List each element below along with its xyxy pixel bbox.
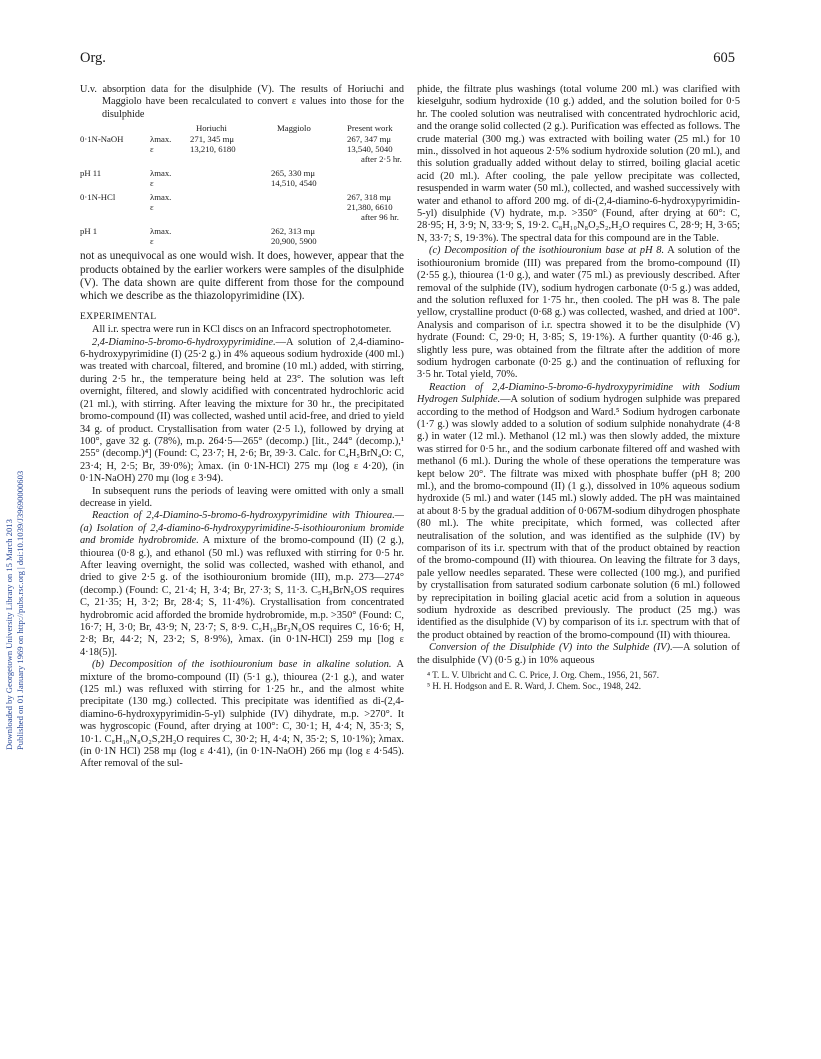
reaction-title: Reaction of 2,4-Diamino-5-bromo-6-hydroxypyrimidine with Sodium Hydrogen Sulphide. (417, 381, 740, 406)
col-header: Present work (347, 123, 393, 134)
table-cell: 13,210, 6180 (190, 144, 236, 155)
paragraph-body: —A solution of sodium hydrogen sulphide was prepared according to the method of Hodgson and Ward.⁵ Sodium hydrogen carbonate (1·7 g.) was slowly added to a solution of sodium sulphide nonahydrate (4·8 g.) in water (12 ml.). Methanol (12 ml.) was then slowly added, the mixture was stirred for 0·5 hr., and the sodium carbonate filtered off and washed with methanol (6 ml.). During the whole of these operations the temperature was kept below 20°. The filtrate was mixed with phosphate buffer (pH 8; 200 ml.), and the bromo-compound (II) (1 g.), dissolved in 10% aqueous sodium hydroxide (5 ml.) and water (145 ml.) slowly added. The pH was maintained at about 8·5 by the gradual addition of 0·067M-sodium dihydrogen phosphate (80 ml.). The white precipitate, which formed, was collected after neutralisation of the solution, and was identified as the sulphide (IV) by comparison of its i.r. spectrum with that of the product obtained by reaction of the bromo-compound (II) with thiourea. On leaving the filtrate for 3 days, pale yellow needles separated. These were collected (100 mg.), and purified by crystallisation from saturated sodium carbonate solution (6 ml.) followed by reprecipitation in boiling glacial acetic acid from a solution in aqueous sodium hydroxide as described previously. The product (25 mg.) was identified as the disulphide (V) by comparison of its i.r. spectrum with that of the product obtained by reaction of the bromo-compound (II) with thiourea. (417, 394, 740, 641)
table-cell: 0·1N-HCl (80, 192, 116, 203)
table-cell (80, 236, 150, 246)
table-row (80, 236, 404, 246)
paragraph-body: A mixture of the bromo-compound (II) (2 g.), thiourea (0·8 g.), and ethanol (50 ml.) was refluxed with stirring for 0·5 hr. After leaving overnight, the solid was collected, washed with ethanol, and dried to give 2·5 g. of the isothiouronium bromide (III), m.p. 273—274° (decomp.) (Found: C, 21·4; H, 3·4; Br, 27·3; S, 11·3. C₅H₉BrN₅OS requires C, 21·35; H, 3·2; Br, 28·4; S, 11·4%). Crystallisation from concentrated hydrobromic acid afforded the bromide hydrobromide, m.p. >350° (Found: C, 16·7; H, 3·0; Br, 43·9; N, 23·7; S, 8·9. C₅H₁₀Br₂N₆OS requires C, 16·6; H, 2·8; Br, 44·2; N, 23·2; S, 8·9%), λmax. (in 0·1N-HCl) 259 mμ [log ε 4·18(5)]. (80, 535, 404, 658)
table-cell (80, 144, 150, 154)
table-cell (347, 226, 404, 236)
subsection-title: (c) Decomposition of the isothiouronium base at pH 8. (429, 245, 665, 257)
table-cell (80, 212, 150, 222)
table-cell: 271, 345 mμ (190, 134, 234, 145)
table-cell (190, 154, 271, 164)
table-cell: 267, 318 mμ (347, 192, 391, 203)
table-cell (80, 202, 150, 212)
col-header: Horiuchi (196, 123, 227, 134)
download-notice: Downloaded by Georgetown University Library on 15 March 2013 (4, 519, 14, 750)
table-cell: 0·1N-NaOH (80, 134, 124, 145)
table-cell: ε (150, 178, 154, 189)
table-row (80, 134, 404, 144)
table-cell: 20,900, 5900 (271, 236, 317, 247)
table-cell (347, 178, 404, 188)
table-cell: ε (150, 236, 154, 247)
download-watermark (0, 230, 24, 750)
paragraph (417, 382, 740, 643)
table-cell: λmax. (150, 134, 172, 145)
table-cell (190, 202, 271, 212)
table-cell: 14,510, 4540 (271, 178, 317, 189)
table-caption: U.v. absorption data for the disulphide (V). The results of Horiuchi and Maggiolo have been recalculated to convert ε values into those for the disulphide (80, 84, 404, 120)
reference-item: ⁵ H. H. Hodgson and E. R. Ward, J. Chem. Soc., 1948, 242. (427, 681, 641, 692)
paragraph (80, 659, 404, 771)
reaction-title: Conversion of the Disulphide (V) into the Sulphide (IV). (429, 642, 673, 654)
table-cell: pH 1 (80, 226, 98, 237)
table-header-row (80, 123, 404, 134)
table-cell (271, 202, 347, 212)
table-cell (150, 154, 190, 164)
running-head-journal: Org. (80, 50, 106, 66)
table-cell: λmax. (150, 226, 172, 237)
table-cell: after 96 hr. (361, 212, 399, 223)
reaction-title: Reaction of 2,4-Diamino-5-bromo-6-hydroxypyrimidine with Thiourea. (92, 510, 395, 522)
paragraph: All i.r. spectra were run in KCl discs on an Infracord spectrophotometer. (92, 324, 392, 336)
table-row (80, 226, 404, 236)
paragraph-body: —A solution of 2,4-diamino-6-hydroxypyrimidine (I) (25·2 g.) in 4% aqueous sodium hydroxide (400 ml.) was treated with charcoal, filtered, and bromine (10 ml.) added, with stirring, during 2·5 hr., the temperature being held at 23°. The solution was left overnight, filtered, and slowly acidified with concentrated hydrochloric acid (21 ml.), with stirring. After leaving the mixture for 30 hr., the precipitated bromo-compound (II) was collected, washed until acid-free, and dried to yield 34 g. of product. Crystallisation from water (2·5 l.), followed by drying at 100°, gave 32 g. (78%), m.p. 264·5—265° (decomp.) [lit., 244° (decomp.),¹ 255° (decomp.)⁴] (Found: C, 23·7; H, 2·6; Br, 39·3. Calc. for C₄H₅BrN₄O: C, 23·4; H, 2·5; Br, 39·0%); λmax. (in 0·1N-HCl) 275 mμ (log ε 4·20), (in 0·1N-NaOH) 270 mμ (log ε 3·94). (80, 336, 404, 485)
table-cell: pH 11 (80, 168, 102, 179)
table-cell: after 2·5 hr. (361, 154, 402, 165)
paragraph (417, 642, 740, 667)
paragraph (80, 337, 404, 486)
table-row (80, 144, 404, 154)
table-cell (150, 212, 190, 222)
compound-title: 2,4-Diamino-5-bromo-6-hydroxypyrimidine. (92, 336, 276, 348)
table-cell (271, 144, 347, 154)
table-cell: 13,540, 5040 (347, 144, 393, 155)
table-cell (190, 168, 271, 178)
table-cell: λmax. (150, 168, 172, 179)
paragraph (80, 510, 404, 659)
table-cell (80, 178, 150, 188)
table-cell (190, 226, 271, 236)
paragraph: In subsequent runs the periods of leaving were omitted with only a small decrease in yield. (80, 485, 404, 509)
table-cell (190, 212, 271, 222)
col-header: Maggiolo (277, 123, 311, 134)
publication-notice: Published on 01 January 1969 on http://pubs.rsc.org | doi:10.1039/J39690000603 (15, 470, 25, 750)
paragraph: not as unequivocal as one would wish. It does, however, appear that the products obtained by the earlier workers were samples of the disulphide (V). The data shown are quite different from those for the compound which we describe as the thiazolopyrimidine (IX). (80, 250, 404, 303)
table-cell (190, 178, 271, 188)
table-row (80, 168, 404, 178)
paragraph (417, 245, 740, 381)
table-cell (271, 134, 347, 144)
paragraph: phide, the filtrate plus washings (total volume 200 ml.) was clarified with kieselguhr, sodium hydroxide (10 g.) added, and the solution boiled for 0·5 hr. The cooled solution was neutralised with concentrated hydrochloric acid, and the orange solid collected (2 g.). Purification was effected as follows. The crude material (300 mg.) was extracted with boiling water (25 ml.) for 10 min., dissolved in hot aqueous 2·5% sodium hydroxide solution (20 ml.), and this solution gradually added without delay to stirred, boiling glacial acetic acid (20 ml.). After cooling, the pale yellow precipitate was collected, resuspended in warm water (50 ml.), collected, and washed successively with water and ethanol to afford 200 mg. of di-(2,4-diamino-6-hydroxypyrimidin-5-yl) disulphide (V) hydrate, m.p. >350° (Found, after drying at 60°: C, 28·95; H, 3·9; N, 33·9; S, 19·2. C₈H₁₀N₈O₂S₂,H₂O requires C, 28·9; H, 3·65; N, 33·7; S, 19·3%). The spectral data for this compound are in the Table. (417, 84, 740, 244)
table-cell: 265, 330 mμ (271, 168, 315, 179)
table-row (80, 154, 404, 164)
uv-table (80, 123, 404, 246)
table-row (80, 178, 404, 188)
table-cell (347, 168, 404, 178)
table-row (80, 192, 404, 202)
table-cell: 267, 347 mμ (347, 134, 391, 145)
references (417, 670, 740, 692)
table-cell: 262, 313 mμ (271, 226, 315, 237)
left-column (80, 84, 404, 771)
page-number: 605 (713, 50, 735, 66)
table-cell (190, 236, 271, 246)
subsection-title: (b) Decomposition of the isothiouronium base in alkaline solution. (92, 659, 392, 671)
section-heading: EXPERIMENTAL (80, 310, 157, 322)
paragraph-body: A solution of the isothiouronium bromide (III) was prepared from the bromo-compound (II) (2·55 g.), thiourea (1·0 g.), and water (75 ml.) as previously described. After removal of the sulphide (IV), sodium hydrogen carbonate (0·5 g.) was added, and the solution refluxed for 1·75 hr., then cooled. The pH was 8. The pale yellow, crystalline product (0·68 g.) was collected, washed, and dried at 100°. Analysis and comparison of i.r. spectra showed it to be the disulphide (V) hydrate (Found: C, 29·0; H, 3·85; S, 19·1%). A further quantity (0·46 g.), slightly less pure, was obtained from the filtrate after the addition of more sodium hydrogen carbonate (0·25 g.) and the continuation of refluxing for 3·5 hr. Total yield, 70%. (417, 245, 740, 381)
table-row (80, 202, 404, 212)
table-cell: λmax. (150, 192, 172, 203)
subsection-title: —(a) Isolation of 2,4-diamino-6-hydroxypyrimidine-5-isothiouronium bromide and bromide hydrobromide. (80, 510, 404, 547)
table-cell (347, 236, 404, 246)
table-cell (271, 154, 347, 164)
table-cell: 21,380, 6610 (347, 202, 393, 213)
table-cell: ε (150, 144, 154, 155)
paragraph-body: —A solution of the disulphide (V) (0·5 g.) in 10% aqueous (417, 642, 740, 666)
table-cell (271, 212, 347, 222)
reference-item: ⁴ T. L. V. Ulbricht and C. C. Price, J. Org. Chem., 1956, 21, 567. (427, 670, 660, 681)
table-row (80, 212, 404, 222)
table-cell: ε (150, 202, 154, 213)
table-cell (80, 154, 150, 164)
right-column (417, 84, 740, 692)
table-cell (190, 192, 271, 202)
table-cell (271, 192, 347, 202)
paragraph-body: A mixture of the bromo-compound (II) (5·1 g.), thiourea (2·1 g.), and water (125 ml.) was refluxed with stirring for 1·25 hr., and the almost white precipitate (130 mg.) collected. This precipitate was identified as di-(2,4-diamino-6-hydroxypyrimidin-5-yl) sulphide (IV) dihydrate, m.p. >270°. It was hygroscopic (Found, after drying at 100°: C, 30·1; H, 4·4; N, 35·3; S, 10·1. C₈H₁₀N₈O₂S,2H₂O requires C, 30·2; H, 4·4; N, 35·2; S, 10·1%); λmax. (in 0·1N HCl) 258 mμ (log ε 4·41), (in 0·1N-NaOH) 266 mμ (log ε 4·545). After removal of the sul- (80, 659, 405, 770)
